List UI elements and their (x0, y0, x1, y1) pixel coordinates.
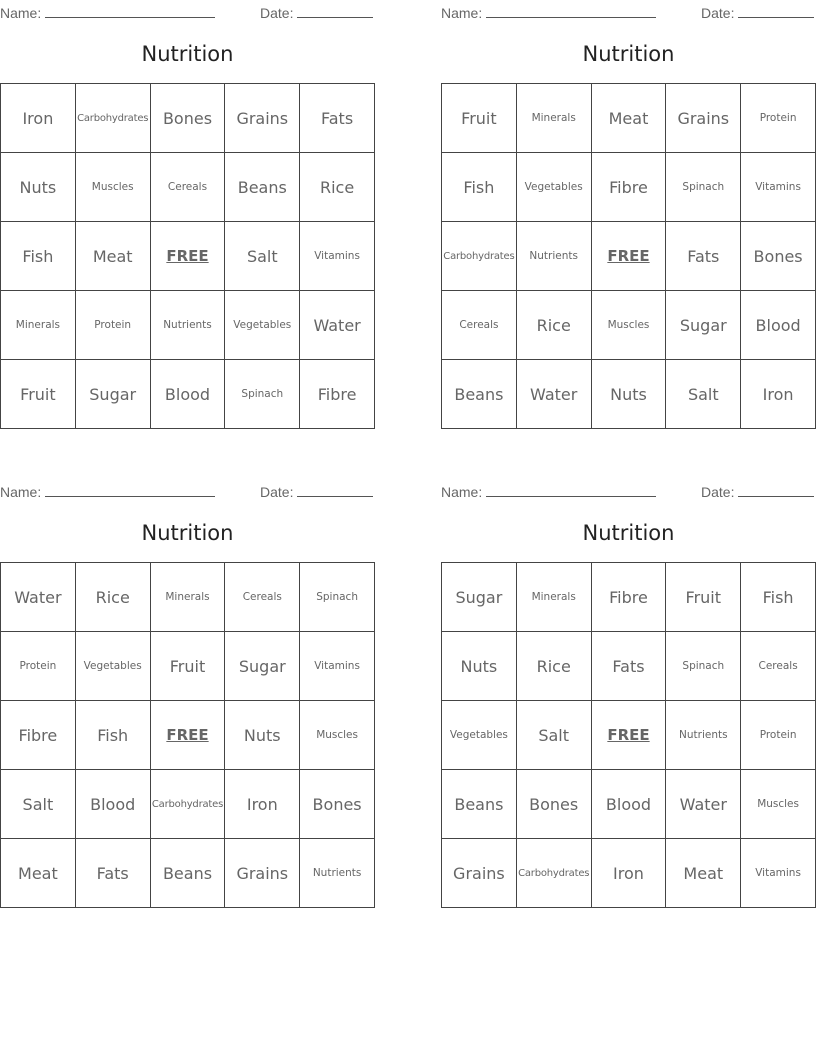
date-field[interactable] (738, 481, 814, 497)
grid-cell[interactable]: Sugar (225, 632, 300, 701)
grid-row (1, 153, 375, 222)
grid-row (442, 701, 816, 770)
bingo-card-1 (0, 0, 375, 404)
name-date-line (0, 481, 375, 499)
grid-cell[interactable]: Rice (300, 153, 375, 222)
grid-cell[interactable]: Grains (442, 839, 517, 908)
grid-row (1, 632, 375, 701)
grid-cell[interactable]: Beans (225, 153, 300, 222)
grid-cell[interactable]: Minerals (516, 563, 591, 632)
grid-cell[interactable]: Fats (75, 839, 150, 908)
free-space[interactable]: FREE (591, 701, 666, 770)
grid-row (1, 701, 375, 770)
grid-cell[interactable]: Spinach (300, 563, 375, 632)
grid-cell[interactable]: Grains (225, 839, 300, 908)
grid-row (1, 222, 375, 291)
grid-cell[interactable]: Protein (1, 632, 76, 701)
grid-cell[interactable]: Fibre (300, 360, 375, 429)
bingo-card-2 (441, 0, 816, 404)
grid-cell[interactable]: Fats (300, 84, 375, 153)
grid-cell[interactable]: Fats (666, 222, 741, 291)
grid-cell[interactable]: Salt (516, 701, 591, 770)
grid-cell[interactable]: Fruit (442, 84, 517, 153)
grid-cell[interactable]: Fruit (150, 632, 225, 701)
name-date-line (441, 481, 816, 499)
grid-cell[interactable]: Sugar (666, 291, 741, 360)
grid-cell[interactable]: Vitamins (300, 222, 375, 291)
bingo-grid (0, 83, 375, 429)
grid-row (442, 153, 816, 222)
grid-cell[interactable]: Rice (516, 632, 591, 701)
grid-cell[interactable]: Water (516, 360, 591, 429)
card-title: Nutrition (141, 521, 234, 545)
grid-cell[interactable]: Muscles (75, 153, 150, 222)
name-label: Name: (441, 484, 483, 500)
grid-row (1, 563, 375, 632)
grid-cell[interactable]: Cereals (150, 153, 225, 222)
date-field[interactable] (738, 2, 814, 18)
grid-cell[interactable]: Blood (741, 291, 816, 360)
name-label: Name: (0, 5, 42, 21)
grid-cell[interactable]: Spinach (666, 153, 741, 222)
grid-cell[interactable]: Nuts (1, 153, 76, 222)
grid-cell[interactable]: Protein (741, 701, 816, 770)
grid-cell[interactable]: Fish (1, 222, 76, 291)
grid-cell[interactable]: Iron (741, 360, 816, 429)
grid-cell[interactable]: Beans (150, 839, 225, 908)
grid-cell[interactable]: Fibre (591, 563, 666, 632)
grid-cell[interactable]: Nutrients (516, 222, 591, 291)
grid-cell[interactable]: Nuts (591, 360, 666, 429)
grid-cell[interactable]: Muscles (741, 770, 816, 839)
name-label: Name: (441, 5, 483, 21)
grid-cell[interactable]: Nutrients (666, 701, 741, 770)
grid-cell[interactable]: Fish (741, 563, 816, 632)
grid-row (442, 770, 816, 839)
grid-cell[interactable]: Iron (1, 84, 76, 153)
grid-cell[interactable]: Bones (741, 222, 816, 291)
grid-row (442, 222, 816, 291)
grid-cell[interactable]: Water (300, 291, 375, 360)
grid-cell[interactable]: Vegetables (225, 291, 300, 360)
date-label: Date: (260, 5, 294, 21)
grid-cell[interactable]: Fibre (1, 701, 76, 770)
grid-cell[interactable]: Nuts (225, 701, 300, 770)
grid-cell[interactable]: Minerals (516, 84, 591, 153)
bingo-card-4 (441, 479, 816, 883)
grid-cell[interactable]: Grains (666, 84, 741, 153)
grid-cell[interactable]: Bones (300, 770, 375, 839)
name-field[interactable] (45, 2, 215, 18)
grid-cell[interactable]: Blood (150, 360, 225, 429)
grid-row (1, 839, 375, 908)
grid-cell[interactable]: Minerals (150, 563, 225, 632)
grid-cell[interactable]: Vegetables (442, 701, 517, 770)
name-field[interactable] (486, 2, 656, 18)
grid-cell[interactable]: Nutrients (150, 291, 225, 360)
grid-cell[interactable]: Fats (591, 632, 666, 701)
grid-cell[interactable]: Iron (591, 839, 666, 908)
grid-cell[interactable]: Water (666, 770, 741, 839)
grid-cell[interactable]: Vegetables (75, 632, 150, 701)
bingo-grid (441, 83, 816, 429)
date-label: Date: (701, 484, 735, 500)
grid-cell[interactable]: Fish (75, 701, 150, 770)
name-date-line (441, 2, 816, 20)
grid-cell[interactable]: Muscles (591, 291, 666, 360)
grid-cell[interactable]: Protein (75, 291, 150, 360)
grid-cell[interactable]: Cereals (741, 632, 816, 701)
grid-cell[interactable]: Spinach (666, 632, 741, 701)
name-date-line (0, 2, 375, 20)
grid-cell[interactable]: Minerals (1, 291, 76, 360)
grid-cell[interactable]: Sugar (442, 563, 517, 632)
grid-cell[interactable]: Iron (225, 770, 300, 839)
grid-cell[interactable]: Carbohydrates (442, 222, 517, 291)
grid-row (442, 839, 816, 908)
grid-cell[interactable]: Vegetables (516, 153, 591, 222)
date-label: Date: (701, 5, 735, 21)
date-field[interactable] (297, 2, 373, 18)
grid-row (1, 84, 375, 153)
grid-cell[interactable]: Carbohydrates (516, 839, 591, 908)
grid-cell[interactable]: Meat (666, 839, 741, 908)
name-label: Name: (0, 484, 42, 500)
card-title: Nutrition (582, 42, 675, 66)
card-title: Nutrition (141, 42, 234, 66)
grid-cell[interactable]: Salt (225, 222, 300, 291)
grid-row (442, 563, 816, 632)
grid-row (442, 360, 816, 429)
grid-cell[interactable]: Vitamins (300, 632, 375, 701)
grid-cell[interactable]: Salt (1, 770, 76, 839)
grid-cell[interactable]: Nutrients (300, 839, 375, 908)
grid-cell[interactable]: Meat (1, 839, 76, 908)
grid-cell[interactable]: Carbohydrates (150, 770, 225, 839)
name-field[interactable] (486, 481, 656, 497)
grid-cell[interactable]: Nuts (442, 632, 517, 701)
grid-cell[interactable]: Beans (442, 360, 517, 429)
grid-cell[interactable]: Fish (442, 153, 517, 222)
grid-cell[interactable]: Bones (150, 84, 225, 153)
grid-cell[interactable]: Vitamins (741, 839, 816, 908)
grid-cell[interactable]: Sugar (75, 360, 150, 429)
grid-cell[interactable]: Fruit (1, 360, 76, 429)
bingo-card-3 (0, 479, 375, 883)
grid-cell[interactable]: Cereals (442, 291, 517, 360)
grid-cell[interactable]: Vitamins (741, 153, 816, 222)
bingo-grid (441, 562, 816, 908)
grid-cell[interactable]: Spinach (225, 360, 300, 429)
grid-row (442, 632, 816, 701)
grid-cell[interactable]: Beans (442, 770, 517, 839)
grid-cell[interactable]: Fruit (666, 563, 741, 632)
free-space[interactable]: FREE (150, 701, 225, 770)
date-field[interactable] (297, 481, 373, 497)
grid-row (1, 770, 375, 839)
grid-cell[interactable]: Bones (516, 770, 591, 839)
grid-cell[interactable]: Fibre (591, 153, 666, 222)
grid-cell[interactable]: Protein (741, 84, 816, 153)
grid-cell[interactable]: Cereals (225, 563, 300, 632)
grid-cell[interactable]: Salt (666, 360, 741, 429)
grid-cell[interactable]: Water (1, 563, 76, 632)
bingo-grid (0, 562, 375, 908)
grid-cell[interactable]: Blood (75, 770, 150, 839)
grid-cell[interactable]: Rice (75, 563, 150, 632)
grid-cell[interactable]: Muscles (300, 701, 375, 770)
grid-cell[interactable]: Carbohydrates (75, 84, 150, 153)
date-label: Date: (260, 484, 294, 500)
name-field[interactable] (45, 481, 215, 497)
grid-cell[interactable]: Grains (225, 84, 300, 153)
grid-row (442, 84, 816, 153)
free-space[interactable]: FREE (150, 222, 225, 291)
grid-cell[interactable]: Blood (591, 770, 666, 839)
grid-cell[interactable]: Meat (591, 84, 666, 153)
grid-cell[interactable]: Meat (75, 222, 150, 291)
grid-row (1, 291, 375, 360)
grid-cell[interactable]: Rice (516, 291, 591, 360)
grid-row (442, 291, 816, 360)
card-title: Nutrition (582, 521, 675, 545)
grid-row (1, 360, 375, 429)
free-space[interactable]: FREE (591, 222, 666, 291)
